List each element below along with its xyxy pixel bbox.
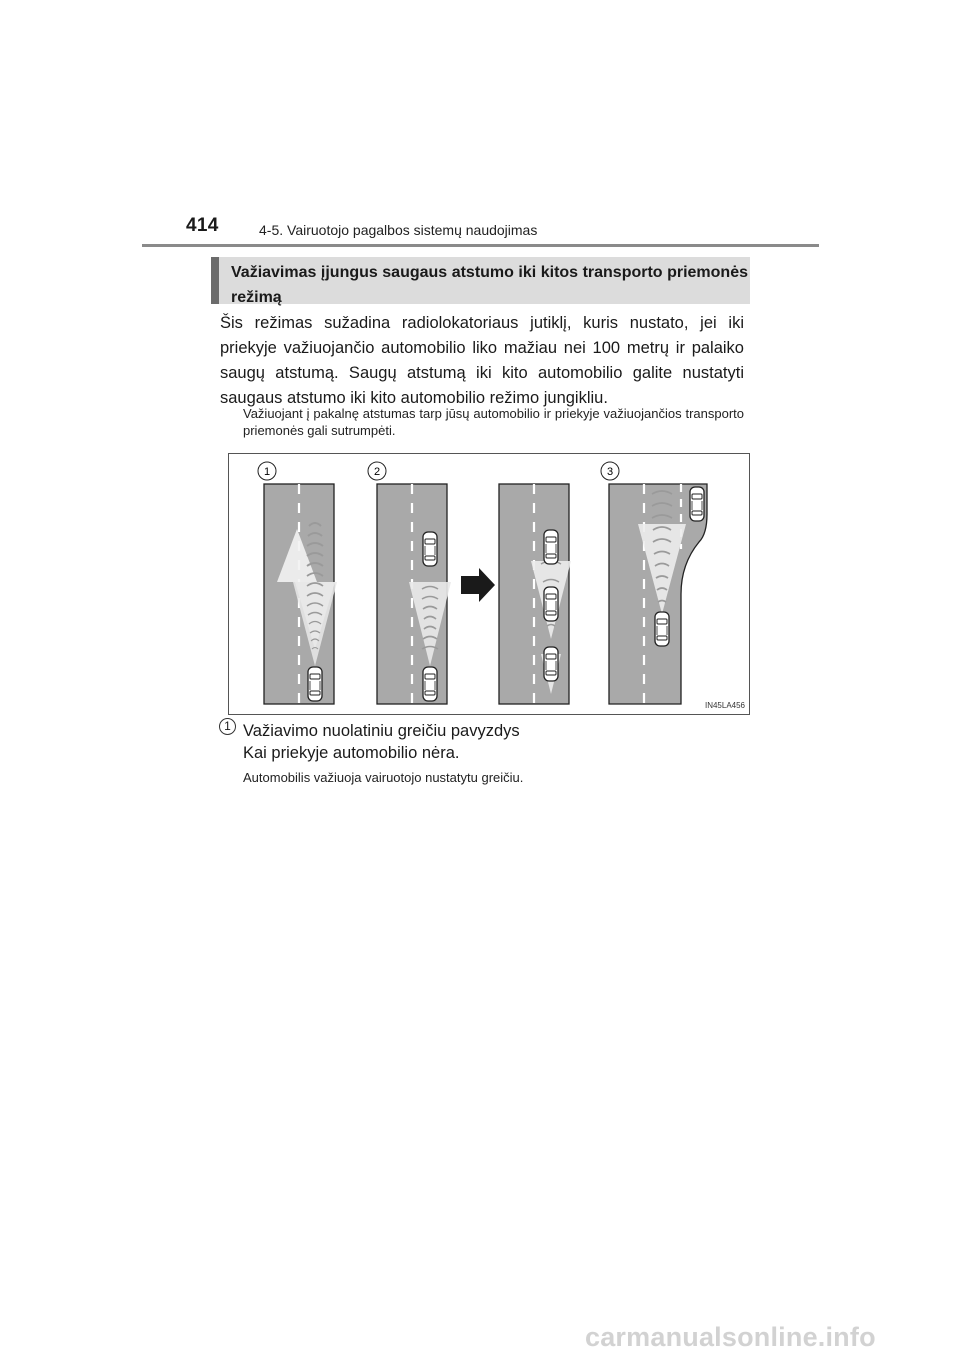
item-subtitle: Kai priekyje automobilio nėra. bbox=[243, 744, 460, 762]
item-number-badge: 1 bbox=[219, 718, 236, 735]
radar-illustration bbox=[229, 454, 751, 716]
figure-label-1: 1 bbox=[263, 466, 271, 478]
item-note: Automobilis važiuoja vairuotojo nustatytu greičiu. bbox=[243, 770, 524, 785]
heading-box bbox=[211, 257, 750, 304]
section-title: 4-5. Vairuotojo pagalbos sistemų naudojimas bbox=[259, 222, 538, 238]
note-paragraph: Važiuojant į pakalnę atstumas tarp jūsų automobilio ir priekyje važiuojančios transporto priemonės gali sutrumpėti. bbox=[243, 406, 744, 438]
radar-figure bbox=[228, 453, 750, 715]
heading-text: Važiavimas įjungus saugaus atstumo iki kitos transporto priemonės režimą bbox=[231, 264, 748, 306]
page-number: 414 bbox=[186, 215, 219, 236]
figure-label-2: 2 bbox=[373, 466, 381, 478]
watermark: carmanualsonline.info bbox=[585, 1322, 876, 1352]
figure-label-3: 3 bbox=[606, 466, 614, 478]
header-divider bbox=[142, 244, 819, 247]
item-title: Važiavimo nuolatiniu greičiu pavyzdys bbox=[243, 722, 520, 740]
figure-code: IN45LA456 bbox=[704, 701, 745, 710]
body-paragraph: Šis režimas sužadina radiolokatoriaus jutiklį, kuris nustato, jei iki priekyje važiuojančio automobilio liko mažiau nei 100 metrų ir palaiko saugų atstumą. Saugų atstumą iki kito automobilio galite nustatyti saugaus atstumo iki kito automobilio režimo jungikliu. bbox=[220, 314, 744, 407]
